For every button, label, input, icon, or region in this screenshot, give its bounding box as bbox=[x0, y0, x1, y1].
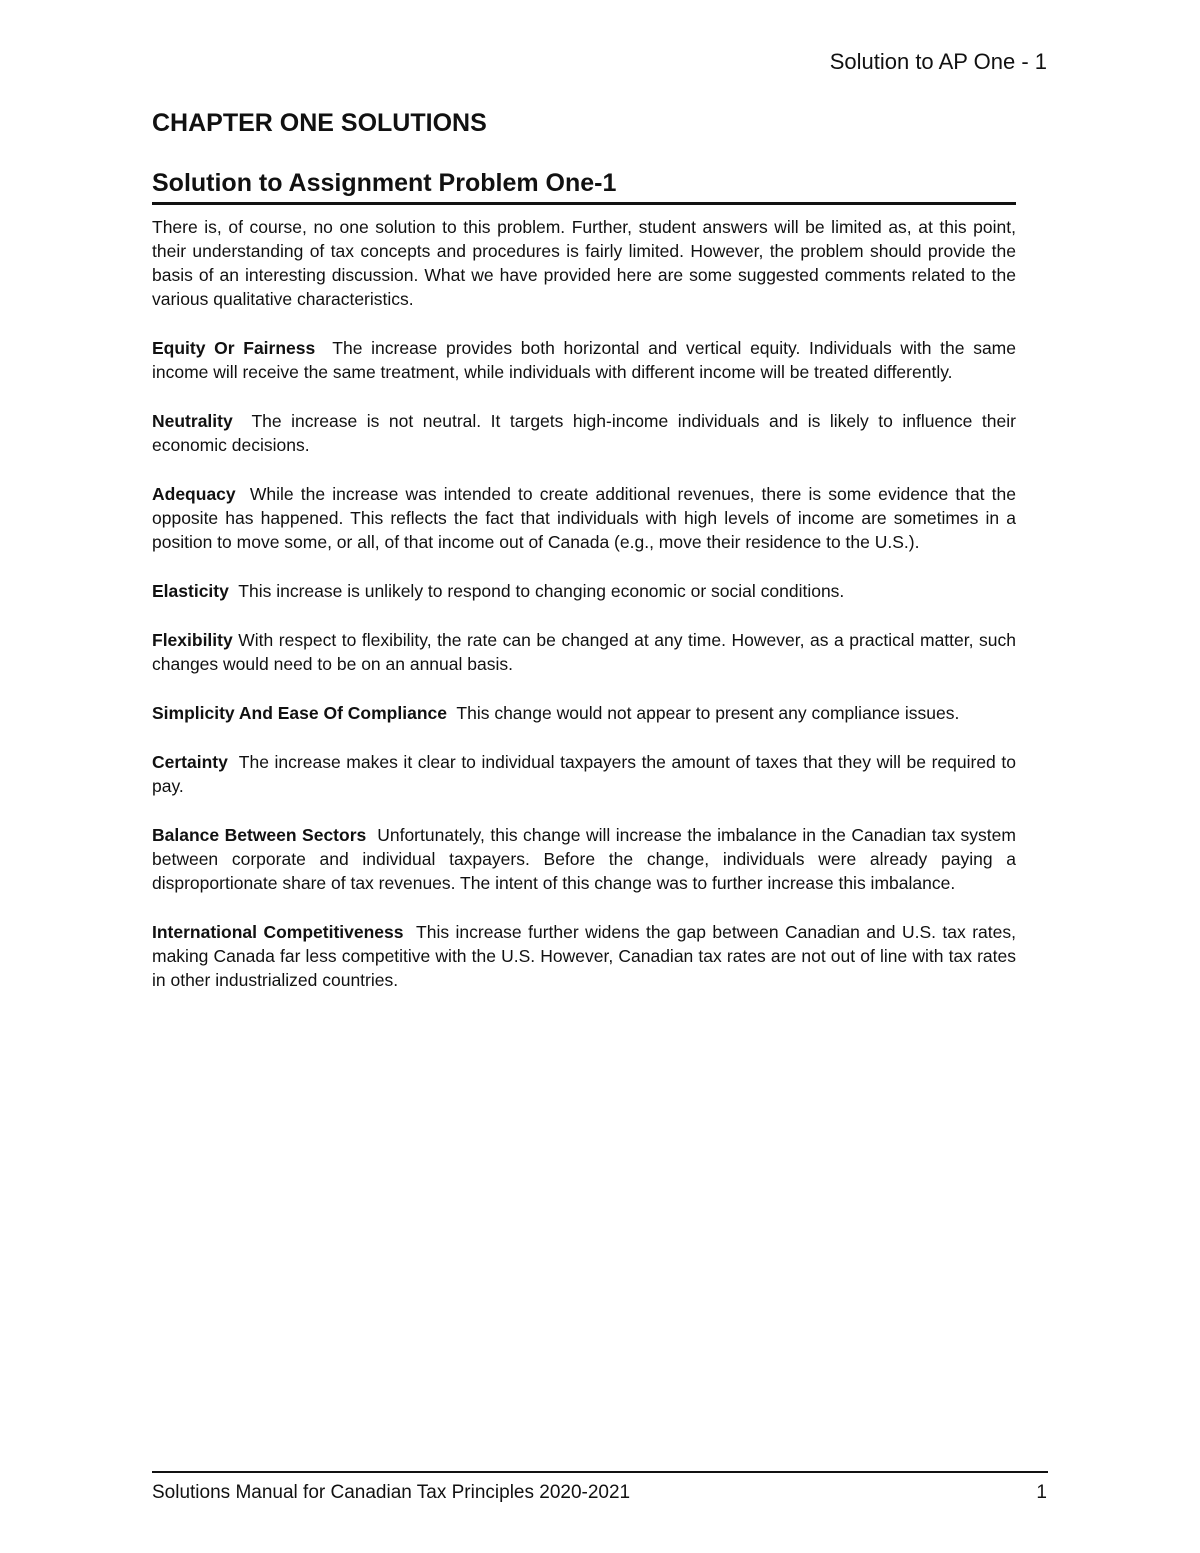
characteristic-term: Simplicity And Ease Of Compliance bbox=[152, 703, 447, 723]
characteristic-term: Neutrality bbox=[152, 411, 233, 431]
characteristic-term: Elasticity bbox=[152, 581, 229, 601]
characteristic-term: Equity Or Fairness bbox=[152, 338, 316, 358]
characteristic-term: International Competitiveness bbox=[152, 922, 404, 942]
characteristic-term: Adequacy bbox=[152, 484, 236, 504]
characteristic-text: The increase provides both horizontal and vertical equity. Individuals with the same income will receive the same treatment, while individuals with different income will be treated differently. bbox=[152, 338, 1016, 382]
characteristic-equity bbox=[152, 336, 1016, 384]
characteristic-neutrality bbox=[152, 409, 1016, 457]
section-title: Solution to Assignment Problem One-1 bbox=[152, 168, 1016, 205]
characteristic-text: This increase further widens the gap between Canadian and U.S. tax rates, making Canada far less competitive with the U.S. However, Canadian tax rates are not out of line with tax rates in other industrialized countries. bbox=[152, 922, 1016, 990]
characteristic-elasticity bbox=[152, 579, 1016, 603]
intro-paragraph: There is, of course, no one solution to this problem. Further, student answers will be limited as, at this point, their understanding of tax concepts and procedures is fairly limited. However, the problem should provide the basis of an interesting discussion. What we have provided here are some suggested comments related to the various qualitative characteristics. bbox=[152, 217, 1016, 309]
characteristic-term: Flexibility bbox=[152, 630, 233, 650]
characteristic-adequacy bbox=[152, 482, 1016, 554]
characteristic-text: Unfortunately, this change will increase the imbalance in the Canadian tax system between corporate and individual taxpayers. Before the change, individuals were already paying a disproportionate share of tax revenues. The intent of this change was to further increase this imbalance. bbox=[152, 825, 1016, 893]
footer-title: Solutions Manual for Canadian Tax Principles 2020-2021 bbox=[152, 1482, 631, 1503]
running-header: Solution to AP One - 1 bbox=[829, 49, 1047, 74]
solution-body bbox=[152, 215, 1016, 1017]
characteristic-balance bbox=[152, 823, 1016, 895]
characteristic-text: The increase makes it clear to individual taxpayers the amount of taxes that they will be required to pay. bbox=[152, 752, 1016, 796]
page-number: 1 bbox=[1036, 1482, 1047, 1503]
footer-divider bbox=[152, 1471, 1048, 1473]
characteristic-term: Balance Between Sectors bbox=[152, 825, 367, 845]
characteristic-competitiveness bbox=[152, 920, 1016, 992]
characteristic-certainty bbox=[152, 750, 1016, 798]
characteristic-text: This increase is unlikely to respond to changing economic or social conditions. bbox=[238, 581, 845, 601]
characteristic-text: The increase is not neutral. It targets high-income individuals and is likely to influence their economic decisions. bbox=[152, 411, 1016, 455]
characteristic-term: Certainty bbox=[152, 752, 228, 772]
characteristic-text: This change would not appear to present any compliance issues. bbox=[456, 703, 960, 723]
characteristic-flexibility bbox=[152, 628, 1016, 676]
characteristic-simplicity bbox=[152, 701, 1016, 725]
characteristic-text: With respect to flexibility, the rate can be changed at any time. However, as a practical matter, such changes would need to be on an annual basis. bbox=[152, 630, 1016, 674]
characteristic-text: While the increase was intended to create additional revenues, there is some evidence that the opposite has happened. This reflects the fact that individuals with high levels of income are sometimes in a position to move some, or all, of that income out of Canada (e.g., move their residence to the U.S.). bbox=[152, 484, 1016, 552]
chapter-title: CHAPTER ONE SOLUTIONS bbox=[152, 109, 487, 137]
